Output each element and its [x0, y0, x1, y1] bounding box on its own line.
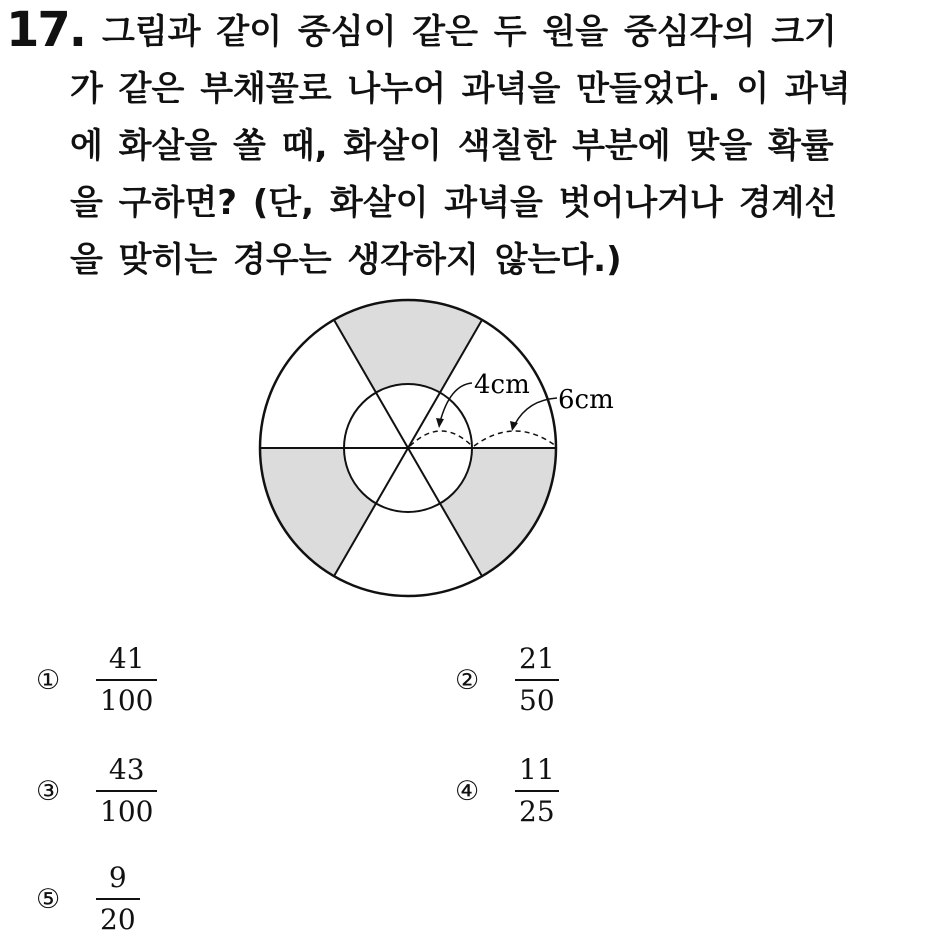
choice-2[interactable]: [455, 641, 559, 719]
choice-3-marker: ③: [36, 775, 61, 807]
choice-1-marker: ①: [36, 664, 61, 696]
choice-1[interactable]: [36, 641, 157, 719]
question-line-2: 가 같은 부채꼴로 나누어 과녁을 만들었다. 이 과녁: [70, 69, 851, 109]
question-line-4: 을 구하면? (단, 화살이 과녁을 벗어나거나 경계선: [70, 183, 838, 223]
choice-1-fraction: [96, 641, 157, 719]
choice-2-denominator: 50: [519, 684, 555, 717]
choice-4-fraction: [515, 752, 559, 830]
inner-radius-label: 4cm: [474, 370, 530, 400]
choice-1-numerator: 41: [108, 642, 145, 675]
question-line-5: 을 맞히는 경우는 생각하지 않는다.): [70, 240, 622, 280]
question-number: 17.: [6, 2, 86, 58]
choice-4[interactable]: [455, 752, 559, 830]
question-line-1: 그림과 같이 중심이 같은 두 원을 중심각의 크기: [102, 12, 837, 52]
choice-5-marker: ⑤: [36, 883, 61, 915]
question-line-3: 에 화살을 쏠 때, 화살이 색칠한 부분에 맞을 확률: [70, 126, 834, 166]
choice-5-denominator: 20: [100, 903, 136, 936]
choice-2-fraction: [515, 641, 559, 719]
choice-3-fraction: [96, 752, 157, 830]
choice-4-denominator: 25: [519, 795, 555, 828]
choice-5[interactable]: [36, 860, 140, 938]
choice-4-numerator: 11: [519, 753, 555, 786]
choice-3-numerator: 43: [108, 753, 145, 786]
choice-2-numerator: 21: [519, 642, 555, 675]
choice-3[interactable]: [36, 752, 157, 830]
outer-radius-label: 6cm: [558, 385, 614, 415]
choice-5-numerator: 9: [108, 861, 127, 894]
choice-3-denominator: 100: [100, 795, 154, 828]
choice-2-marker: ②: [455, 664, 480, 696]
choice-1-denominator: 100: [100, 684, 154, 717]
choice-5-fraction: [96, 860, 140, 938]
choice-4-marker: ④: [455, 775, 480, 807]
